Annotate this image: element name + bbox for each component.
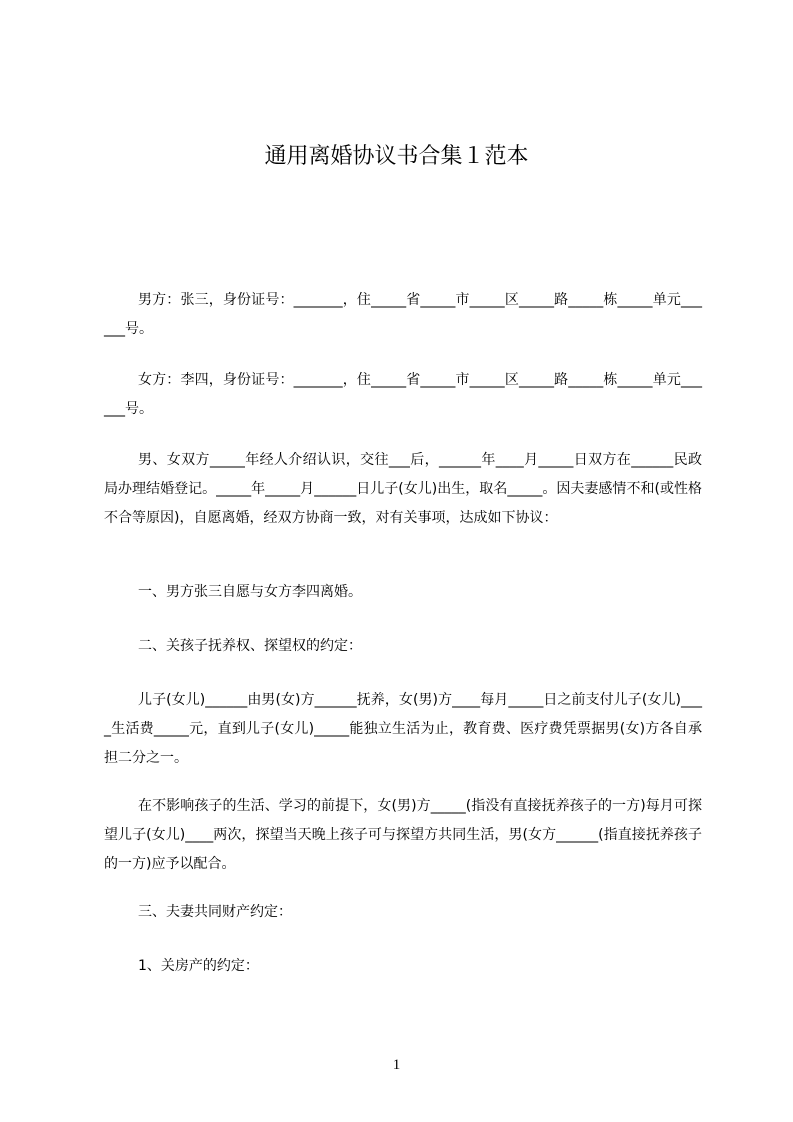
paragraph-custody: 儿子(女儿)______由男(女)方______抚养，女(男)方____每月_____日之前支付儿子(女儿)____生活费_____元，直到儿子(女儿)_____能独立生活为止，教育费、医疗费凭票据男(女)方各自承担二分之一。 [104,692,702,766]
page-number: 1 [392,1057,401,1073]
paragraph-visitation: 在不影响孩子的生活、学习的前提下，女(男)方_____(指没有直接抚养孩子的一方)每月可探望儿子(女儿)____两次，探望当天晚上孩子可与探望方共同生活，男(女方______(指直接抚养孩子的一方)应予以配合。 [104,798,702,872]
document-title: 通用离婚协议书合集１范本 [264,144,529,169]
paragraph-female-party: 女方：李四，身份证号：_______，住_____省_____市_____区_____路_____栋_____单元______号。 [104,372,702,417]
paragraph-marriage-background: 男、女双方_____年经人介绍认识，交往___后，______年____月_____日双方在______民政局办理结婚登记。_____年_____月______日儿子(女儿)出生，取名_____。因夫妻感情不和(或性格不合等原因)，自愿离婚，经双方协商一致，对有关事项，达成如下协议： [104,452,702,526]
paragraph-clause-two-heading: 二、关孩子抚养权、探望权的约定： [138,638,362,654]
paragraph-clause-one: 一、男方张三自愿与女方李四离婚。 [138,584,362,600]
paragraph-male-party: 男方：张三，身份证号：_______，住_____省_____市_____区_____路_____栋_____单元______号。 [104,292,702,337]
paragraph-property-item-one: 1、关房产的约定： [138,958,259,974]
paragraph-clause-three-heading: 三、夫妻共同财产约定： [138,904,292,920]
